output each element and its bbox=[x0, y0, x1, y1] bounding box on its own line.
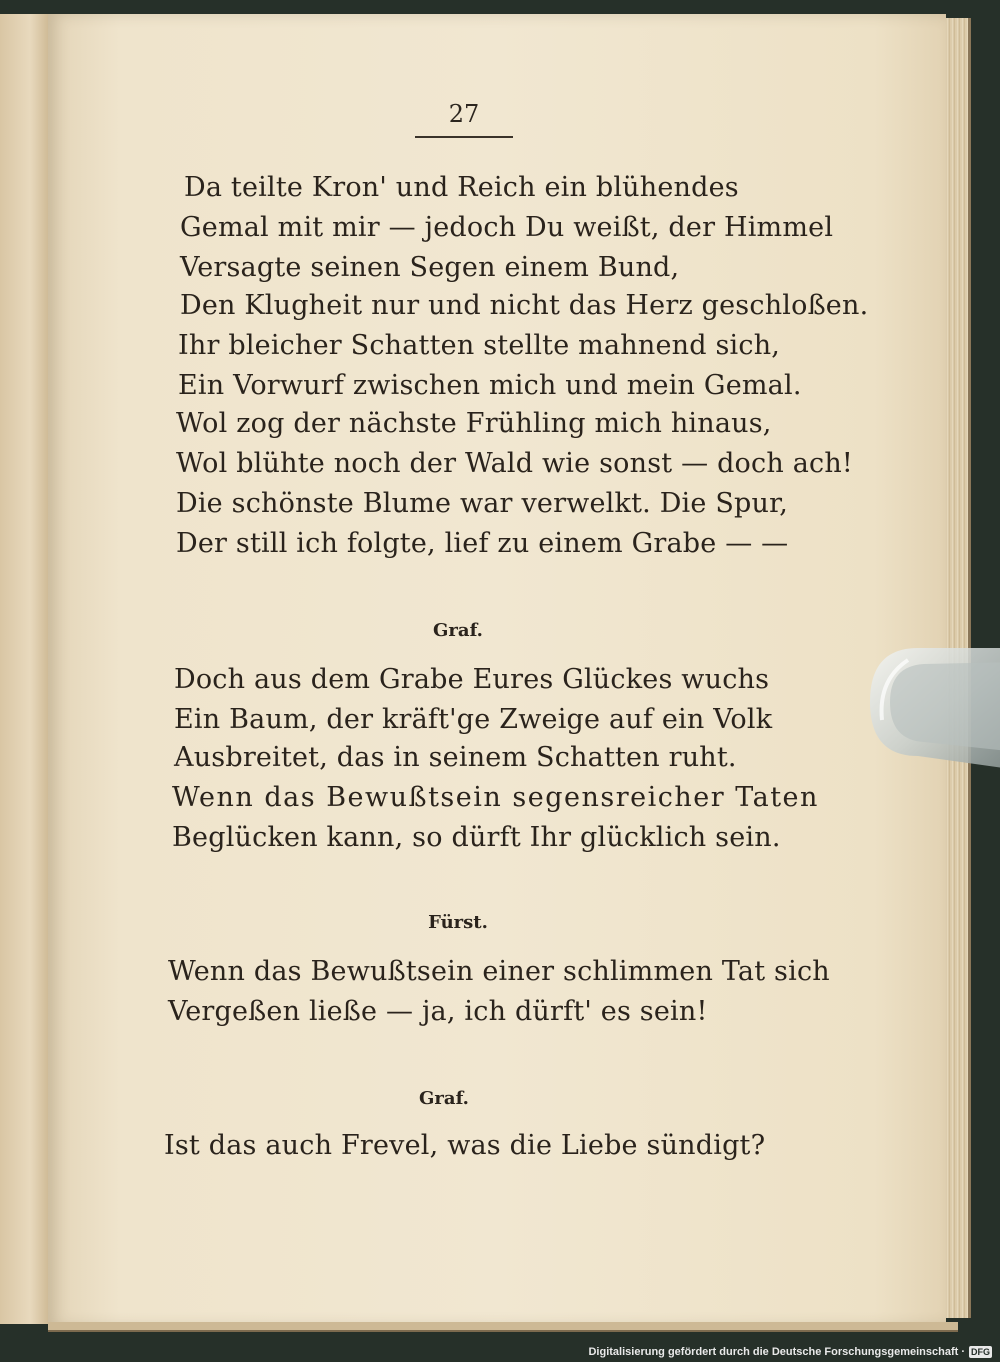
glass-page-clip bbox=[868, 640, 1000, 770]
verse-line: Wenn das Bewußtsein einer schlimmen Tat sich bbox=[168, 956, 830, 987]
book-page bbox=[48, 14, 946, 1326]
verse-line: Ihr bleicher Schatten stellte mahnend sich, bbox=[178, 330, 781, 361]
verse-line: Ein Baum, der kräft'ge Zweige auf ein Volk bbox=[174, 704, 773, 735]
credit-text: Digitalisierung gefördert durch die Deutsche Forschungsgemeinschaft · bbox=[588, 1346, 965, 1358]
verse-line: Die schönste Blume war verwelkt. Die Spur, bbox=[176, 488, 789, 519]
verse-line: Wol zog der nächste Frühling mich hinaus, bbox=[176, 408, 772, 439]
verse-line: Beglücken kann, so dürft Ihr glücklich sein. bbox=[172, 822, 781, 853]
speaker-name: Graf. bbox=[419, 1088, 469, 1109]
verse-line: Vergeßen ließe — ja, ich dürft' es sein! bbox=[168, 996, 708, 1027]
verse-line: Ist das auch Frevel, was die Liebe sündigt? bbox=[164, 1130, 766, 1161]
verse-line: Ein Vorwurf zwischen mich und mein Gemal. bbox=[178, 370, 802, 401]
verse-line: Versagte seinen Segen einem Bund, bbox=[180, 252, 680, 283]
speaker-name: Fürst. bbox=[428, 912, 488, 933]
verse-line: Wol blühte noch der Wald wie sonst — doch ach! bbox=[176, 448, 853, 479]
verse-line: Der still ich folgte, lief zu einem Grabe — — bbox=[176, 528, 789, 559]
verse-line: Da teilte Kron' und Reich ein blühendes bbox=[184, 172, 739, 203]
speaker-name: Graf. bbox=[433, 620, 483, 641]
verse-line: Wenn das Bewußtsein segensreicher Taten bbox=[172, 782, 819, 813]
verse-line: Ausbreitet, das in seinem Schatten ruht. bbox=[174, 742, 737, 773]
page-number: 27 bbox=[448, 100, 480, 128]
dfg-logo-icon: DFG bbox=[971, 1347, 990, 1357]
verse-line: Doch aus dem Grabe Eures Glückes wuchs bbox=[174, 664, 770, 695]
page-bottom-edge bbox=[48, 1322, 958, 1332]
left-page-edge bbox=[0, 14, 52, 1324]
page-number-rule bbox=[415, 136, 513, 138]
verse-line: Gemal mit mir — jedoch Du weißt, der Himmel bbox=[180, 212, 834, 243]
digitization-credit bbox=[588, 1346, 992, 1358]
verse-line: Den Klugheit nur und nicht das Herz geschloßen. bbox=[180, 290, 869, 321]
